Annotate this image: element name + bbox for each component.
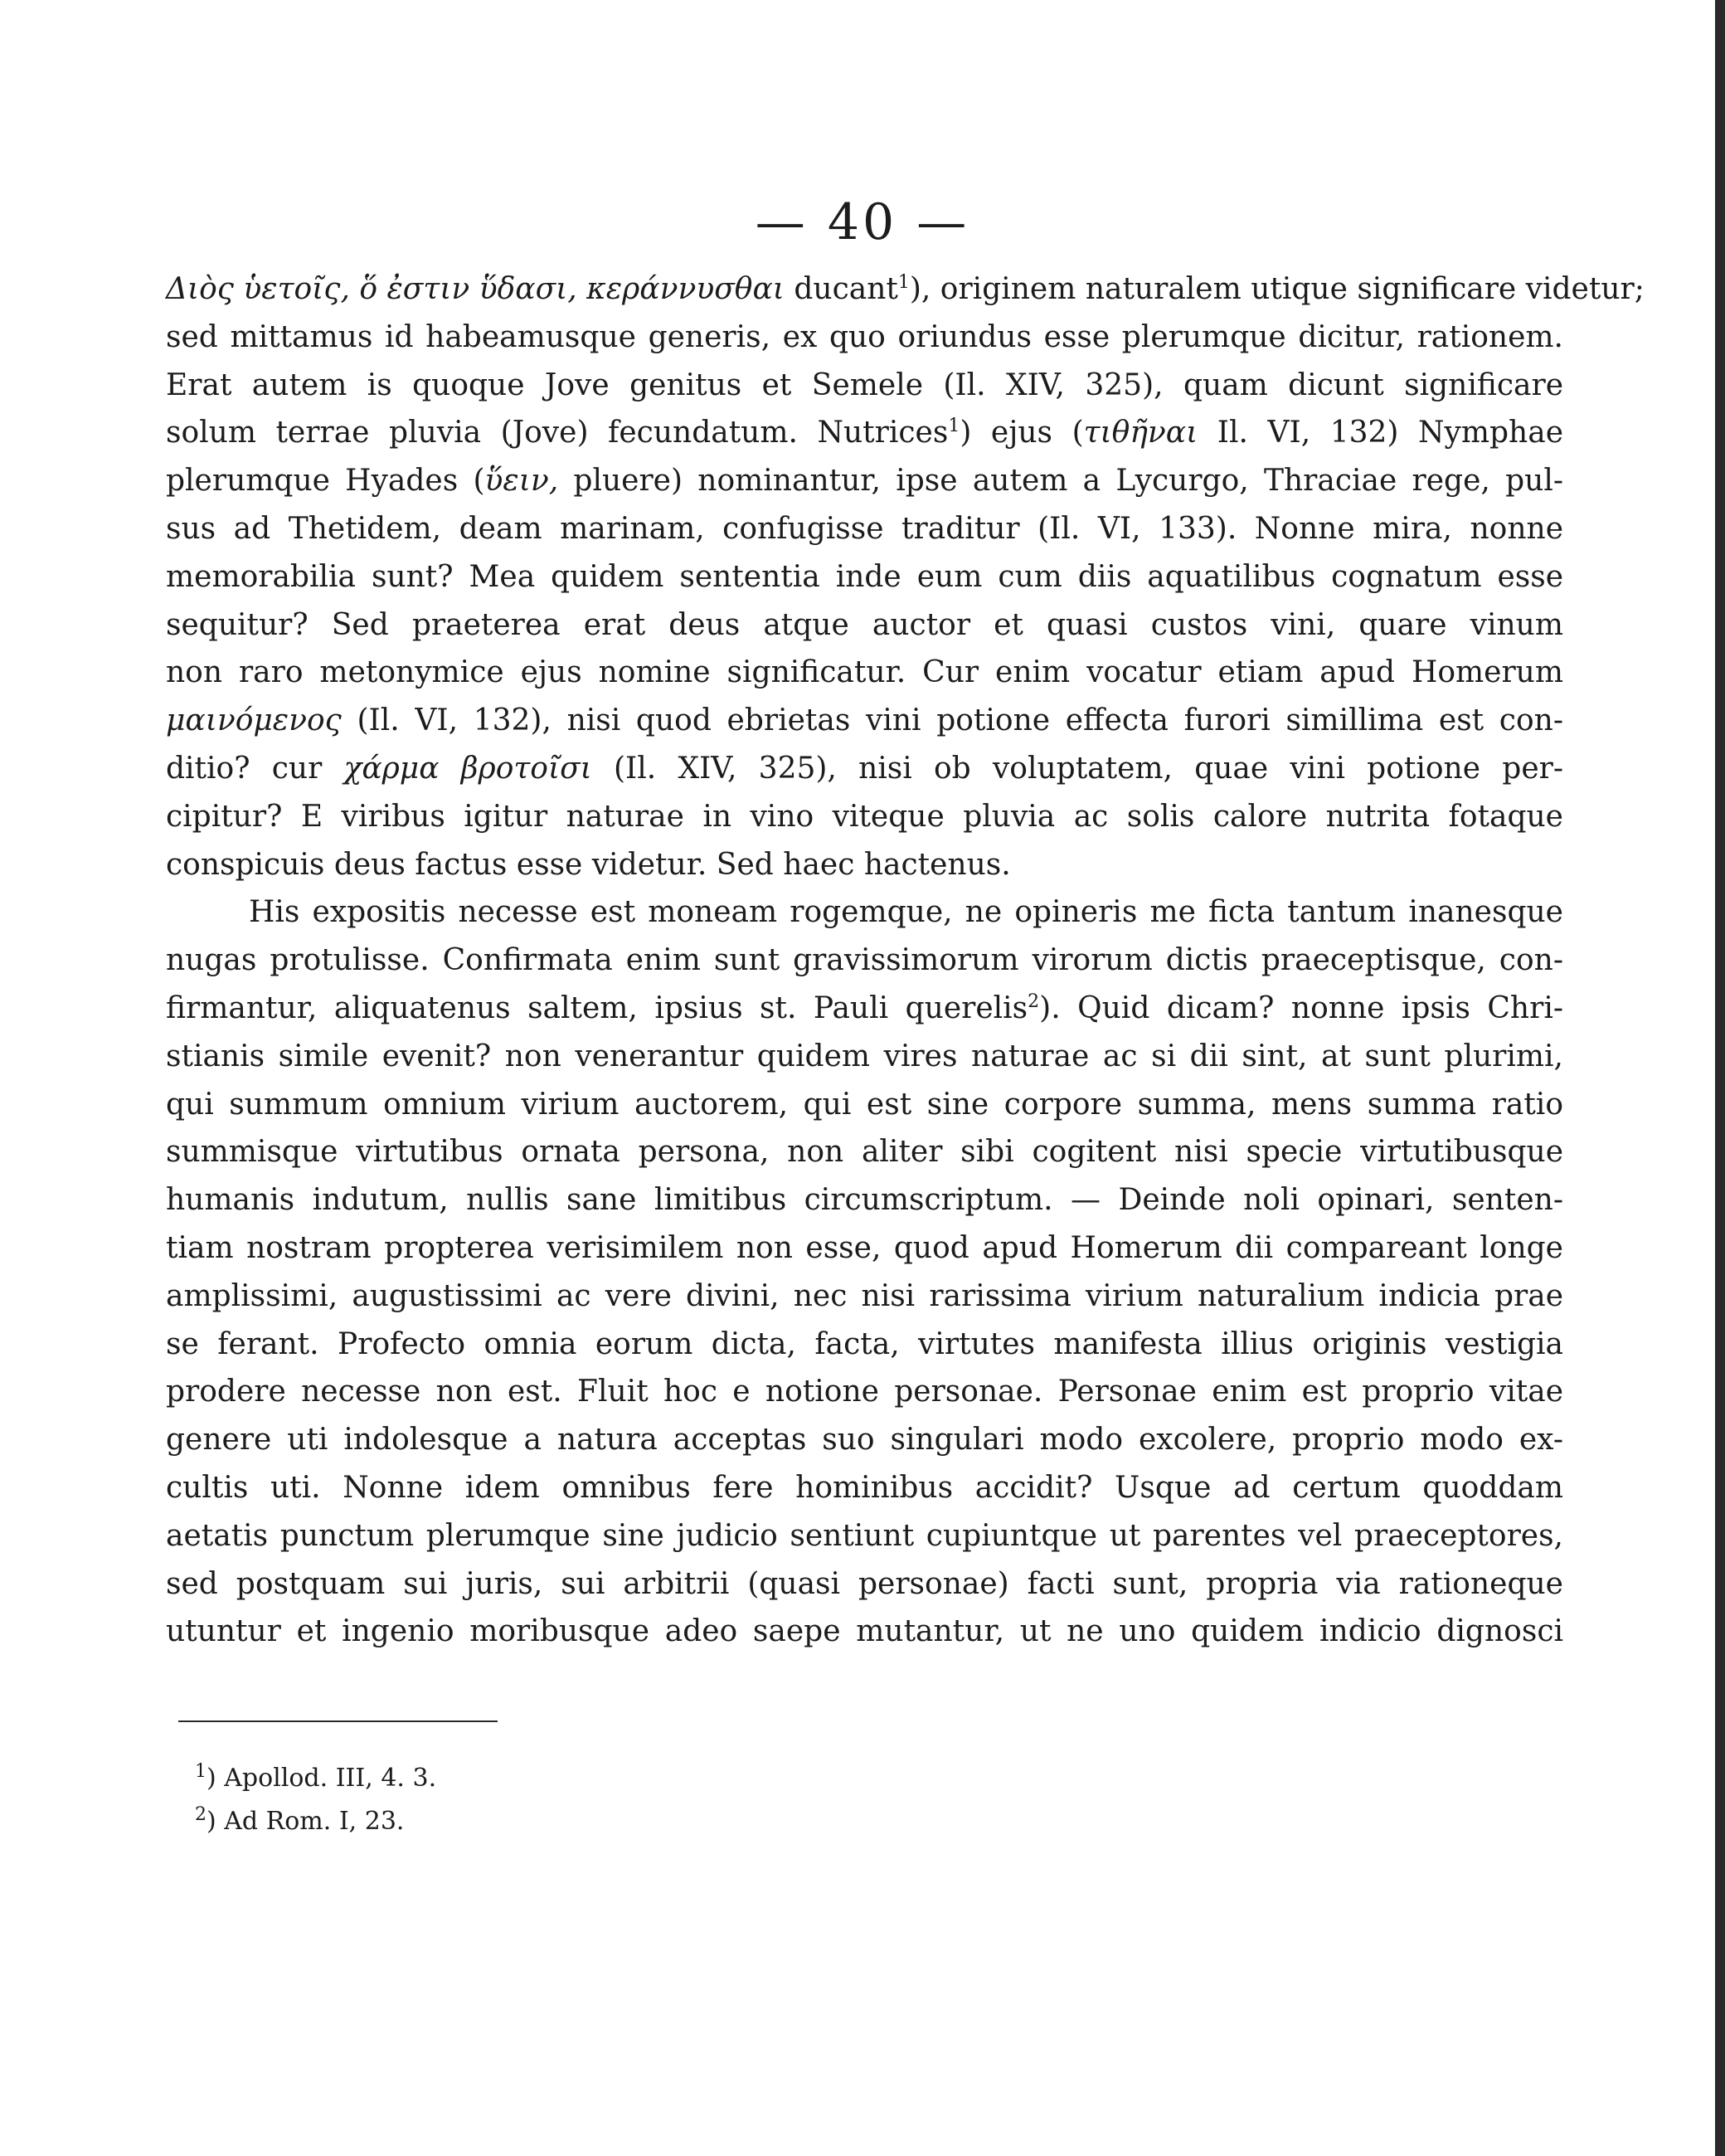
text-line: non raro metonymice ejus nomine significatur. Cur enim vocatur etiam apud Homerum	[166, 655, 1563, 690]
greek-phrase: Διὸς ὑετοῖς, ὅ ἐστιν ὕδασι, κεράννυσθαι	[166, 272, 785, 306]
text-line: sed postquam sui juris, sui arbitrii (quasi personae) facti sunt, propria via rationeque	[166, 1566, 1563, 1601]
text-span: Il. VI, 132) Nymphae	[1198, 416, 1564, 450]
text-line: qui summum omnium virium auctorem, qui est sine corpore summa, mens summa ratio	[166, 1087, 1563, 1122]
text-line: memorabilia sunt? Mea quidem sententia inde eum cum diis aquatilibus cognatum esse	[166, 559, 1563, 594]
footnote-marker: 1	[195, 1761, 207, 1782]
text-line: aetatis punctum plerumque sine judicio sentiunt cupiuntque ut parentes vel praeceptores,	[166, 1518, 1563, 1553]
text-line: His expositis necesse est moneam rogemque, ne opineris me ficta tantum inanesque	[249, 895, 1563, 930]
footnote-text: ) Apollod. III, 4. 3.	[207, 1764, 437, 1793]
text-span: ). Quid dicam? nonne ipsis Chri-	[1039, 990, 1563, 1025]
footnote-ref: 1	[948, 416, 960, 437]
text-span: ditio? cur	[166, 751, 344, 786]
text-line: sequitur? Sed praeterea erat deus atque auctor et quasi custos vini, quare vinum	[166, 607, 1563, 642]
footnote-text: ) Ad Rom. I, 23.	[207, 1807, 405, 1836]
text-line: summisque virtutibus ornata persona, non aliter sibi cogitent nisi specie virtutibusque	[166, 1135, 1563, 1170]
greek-phrase: χάρμα βροτοῖσι	[343, 751, 592, 786]
greek-phrase: μαινόμενος	[166, 703, 342, 738]
text-line	[166, 985, 1563, 1033]
footnote	[195, 1757, 436, 1800]
text-line: tiam nostram propterea verisimilem non esse, quod apud Homerum dii compareant longe	[166, 1230, 1563, 1265]
text-span: pluere) nominantur, ipse autem a Lycurgo, Thraciae rege, pul-	[558, 464, 1563, 499]
text-span: firmantur, aliquatenus saltem, ipsius st. Pauli querelis	[166, 990, 1028, 1025]
text-span: (Il. VI, 132), nisi quod ebrietas vini potione effecta furori simillima est con-	[341, 703, 1563, 738]
text-line: utuntur et ingenio moribusque adeo saepe mutantur, ut ne uno quidem indicio dignosci	[166, 1614, 1563, 1649]
paragraph	[166, 265, 1645, 888]
text-line	[166, 265, 1645, 314]
text-span: solum terrae pluvia (Jove) fecundatum. Nutrices	[166, 416, 949, 450]
text-line: nugas protulisse. Confirmata enim sunt gravissimorum virorum dictis praeceptisque, con-	[166, 943, 1563, 978]
text-span: ), originem naturalem utique significare videtur;	[909, 272, 1645, 306]
footnote-marker: 2	[195, 1804, 207, 1825]
text-span: ducant	[784, 272, 898, 306]
text-span: plerumque Hyades (	[166, 464, 485, 499]
text-line: conspicuis deus factus esse videtur. Sed haec hactenus.	[166, 847, 1011, 882]
text-line	[166, 697, 1563, 745]
body-text	[166, 265, 1645, 1656]
text-line: prodere necesse non est. Fluit hoc e notione personae. Personae enim est proprio vitae	[166, 1375, 1563, 1409]
text-line: humanis indutum, nullis sane limitibus circumscriptum. — Deinde noli opinari, senten-	[166, 1183, 1563, 1218]
footnote-divider	[178, 1720, 498, 1722]
text-line	[166, 409, 1563, 457]
page-edge	[1715, 0, 1725, 2156]
greek-phrase: ὕειν,	[484, 464, 559, 499]
text-line: genere uti indolesque a natura acceptas suo singulari modo excolere, proprio modo ex-	[166, 1423, 1563, 1458]
paragraph	[166, 888, 1563, 1656]
text-span: ) ejus (	[960, 416, 1084, 450]
text-line: amplissimi, augustissimi ac vere divini, nec nisi rarissima virium naturalium indicia prae	[166, 1278, 1563, 1313]
text-line	[166, 745, 1563, 793]
text-line: Erat autem is quoque Jove genitus et Semele (Il. XIV, 325), quam dicunt significare	[166, 367, 1563, 402]
text-line: se ferant. Profecto omnia eorum dicta, facta, virtutes manifesta illius originis vestigia	[166, 1326, 1563, 1361]
text-line: stianis simile evenit? non venerantur quidem vires naturae ac si dii sint, at sunt plurimi,	[166, 1039, 1563, 1073]
footnote-ref: 1	[897, 272, 910, 293]
text-line	[166, 457, 1563, 505]
footnotes	[195, 1757, 436, 1843]
footnote	[195, 1800, 436, 1843]
footnote-ref: 2	[1028, 990, 1040, 1012]
text-line: cultis uti. Nonne idem omnibus fere hominibus accidit? Usque ad certum quoddam	[166, 1470, 1563, 1505]
text-line: cipitur? E viribus igitur naturae in vino viteque pluvia ac solis calore nutrita fotaque	[166, 799, 1563, 834]
text-line: sed mittamus id habeamusque generis, ex quo oriundus esse plerumque dicitur, rationem.	[166, 319, 1563, 354]
text-span: (Il. XIV, 325), nisi ob voluptatem, quae vini potione per-	[591, 751, 1563, 786]
greek-phrase: τιθῆναι	[1083, 416, 1198, 450]
text-line: sus ad Thetidem, deam marinam, confugisse traditur (Il. VI, 133). Nonne mira, nonne	[166, 511, 1563, 546]
page-number: — 40 —	[755, 193, 970, 251]
